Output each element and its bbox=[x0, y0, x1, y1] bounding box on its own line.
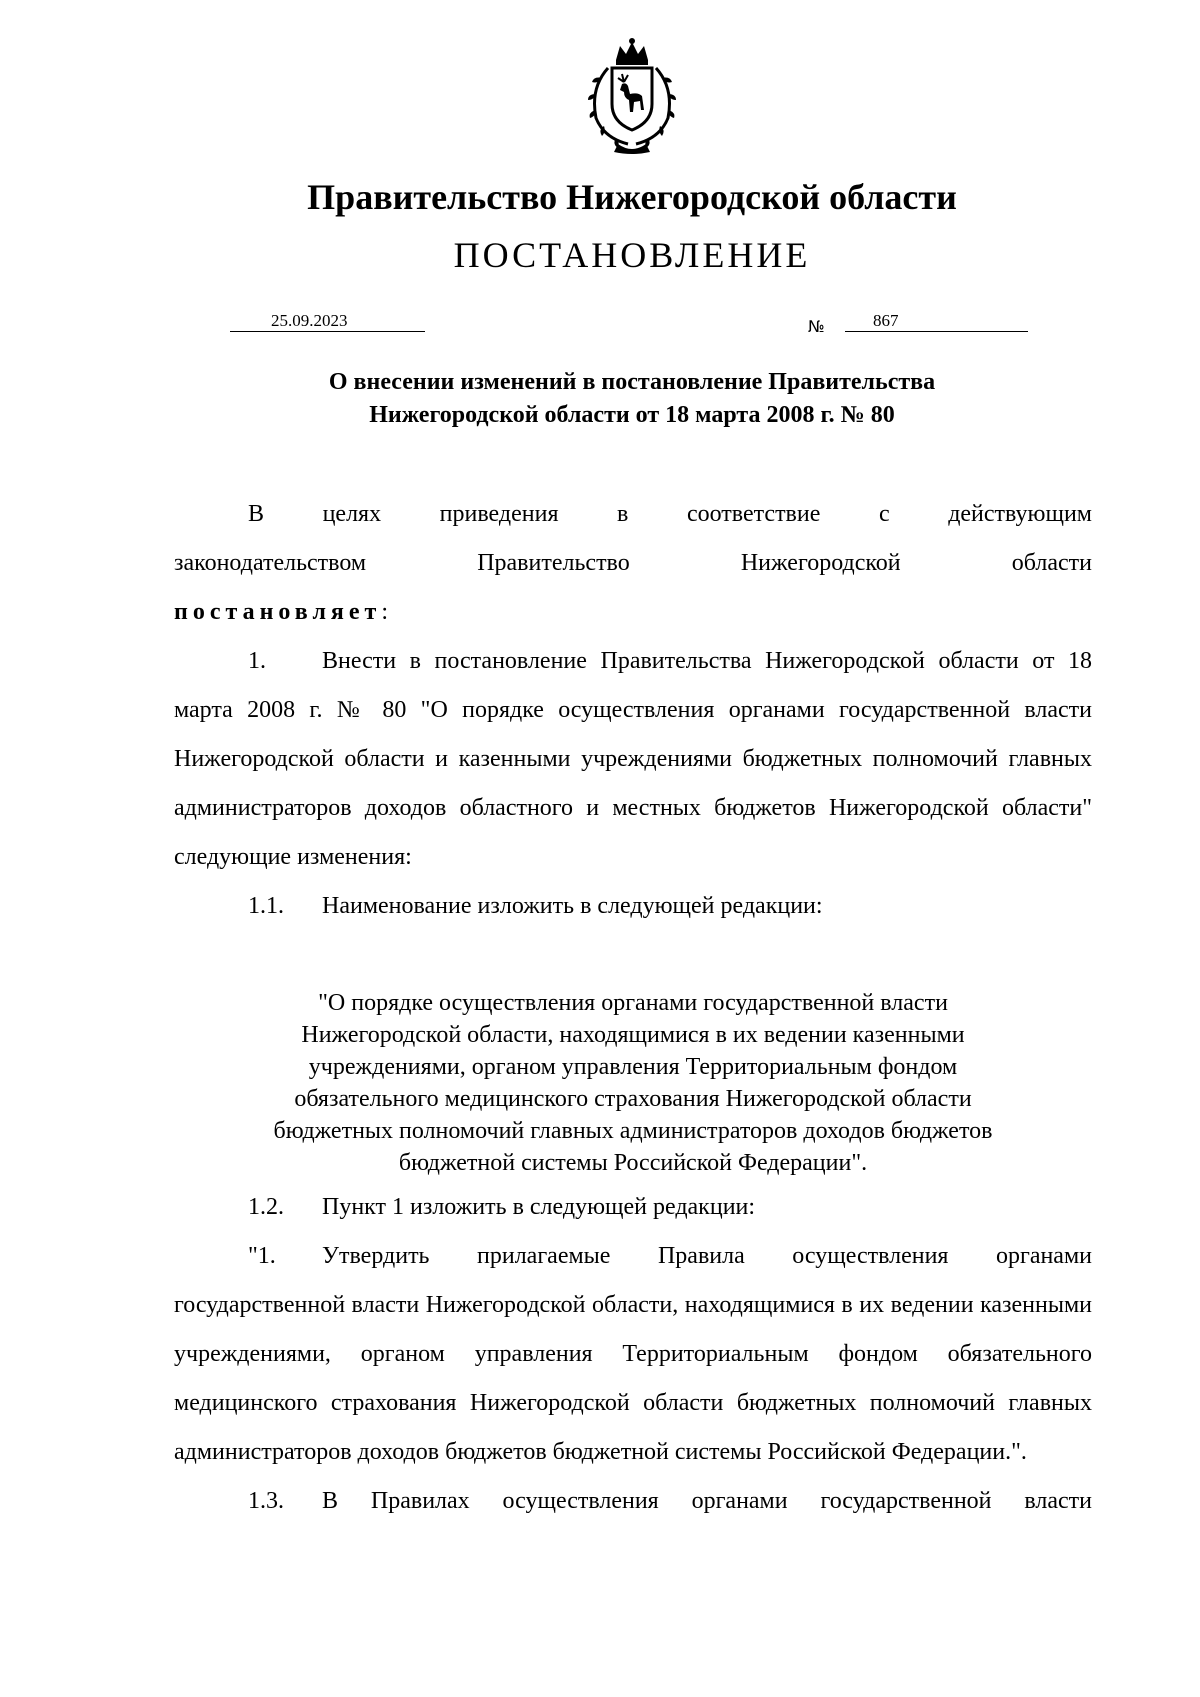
item-number: 1. bbox=[248, 648, 266, 674]
quote-line: бюджетной системы Российской Федерации". bbox=[398, 1150, 868, 1176]
decree-line bbox=[174, 588, 1092, 637]
item-text: Наименование изложить в следующей редакции: bbox=[322, 893, 823, 919]
item-text: Внести в постановление Правительства Нижегородской области от 18 марта 2008 г. № 80 "О порядке осуществления органами государственной власти Нижегородской области и казенными учреждениями бюджетных полномочий главных администраторов доходов областного и местных бюджетов Нижегородской области" следующие изменения: bbox=[174, 648, 1092, 870]
paragraph-item-1-2 bbox=[174, 1183, 1092, 1232]
paragraph-item-1-3 bbox=[174, 1477, 1092, 1526]
decree-word: постановляет bbox=[174, 599, 382, 625]
quote-line: "О порядке осуществления органами государственной власти bbox=[318, 990, 948, 1016]
coat-of-arms-icon bbox=[572, 38, 692, 156]
item-number: 1.1. bbox=[248, 893, 284, 919]
item-text: Утвердить прилагаемые Правила осуществления органами государственной власти Нижегородской области, находящимися в их ведении казенными учреждениями, органом управления Территориальным фондом обязательного медицинского страхования Нижегородской области бюджетных полномочий главных администраторов доходов бюджетов бюджетной системы Российской Федерации.". bbox=[174, 1243, 1092, 1465]
document-subject bbox=[0, 366, 1200, 432]
document-number-field bbox=[845, 311, 1028, 332]
document-body bbox=[174, 490, 1092, 931]
document-date-field bbox=[230, 311, 425, 332]
paragraph-item-1 bbox=[174, 637, 1092, 882]
document-date: 25.09.2023 bbox=[271, 311, 348, 330]
document-body-continued bbox=[174, 1183, 1092, 1526]
item-text: Пункт 1 изложить в следующей редакции: bbox=[322, 1194, 756, 1220]
preamble-line: В целях приведения в соответствие с действующим bbox=[248, 501, 1092, 527]
subject-line: О внесении изменений в постановление Правительства bbox=[328, 369, 936, 395]
paragraph-item-1-1 bbox=[174, 882, 1092, 931]
quote-line: учреждениями, органом управления Территориальным фондом bbox=[308, 1054, 958, 1080]
quote-line: Нижегородской области, находящимися в их ведении казенными bbox=[301, 1022, 965, 1048]
subject-line: Нижегородской области от 18 марта 2008 г. № 80 bbox=[369, 402, 895, 428]
item-number: 1.2. bbox=[248, 1194, 284, 1220]
quoted-title bbox=[174, 987, 1092, 1179]
document-number: 867 bbox=[873, 311, 899, 330]
preamble-line: законодательством Правительство Нижегородской области bbox=[174, 550, 1092, 576]
item-number: "1. bbox=[248, 1243, 276, 1269]
organization-title: Правительство Нижегородской области bbox=[307, 177, 957, 217]
quote-line: обязательного медицинского страхования Нижегородской области bbox=[294, 1086, 972, 1112]
paragraph-item-1-2-quote bbox=[174, 1232, 1092, 1477]
number-sign: № bbox=[808, 317, 825, 336]
quote-line: бюджетных полномочий главных администраторов доходов бюджетов bbox=[273, 1118, 993, 1144]
decree-colon: : bbox=[381, 599, 388, 625]
document-type: ПОСТАНОВЛЕНИЕ bbox=[453, 235, 811, 275]
item-text: В Правилах осуществления органами государственной власти bbox=[322, 1488, 1092, 1514]
item-number: 1.3. bbox=[248, 1488, 284, 1514]
